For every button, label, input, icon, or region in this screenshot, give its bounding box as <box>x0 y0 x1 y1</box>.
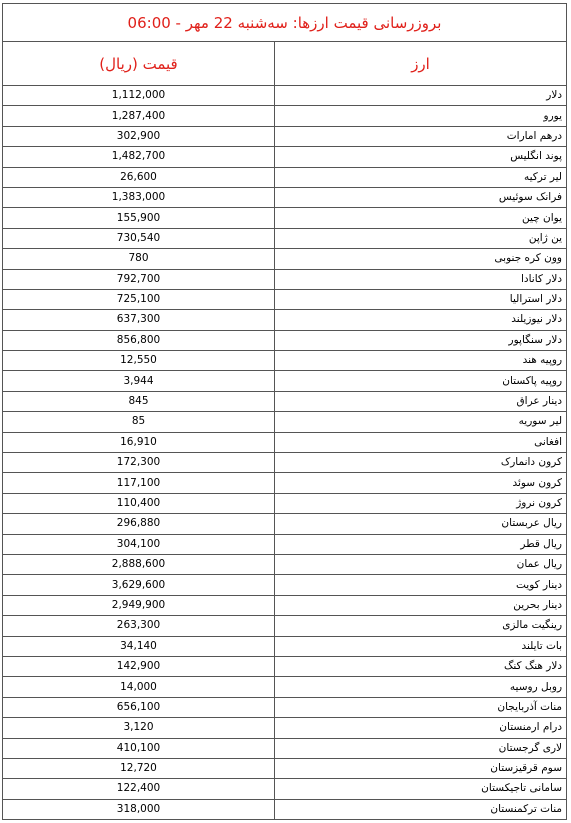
currency-price: 1,383,000 <box>3 187 275 207</box>
table-row <box>3 289 567 309</box>
currency-price: 1,287,400 <box>3 106 275 126</box>
table-row <box>3 554 567 574</box>
currency-price: 12,550 <box>3 351 275 371</box>
table-row <box>3 330 567 350</box>
currency-price: 410,100 <box>3 738 275 758</box>
currency-price: 845 <box>3 391 275 411</box>
currency-price: 318,000 <box>3 799 275 819</box>
table-row <box>3 126 567 146</box>
currency-name: لیر سوریه <box>275 412 567 432</box>
table-row <box>3 187 567 207</box>
currency-price: 263,300 <box>3 616 275 636</box>
currency-name: افغانی <box>275 432 567 452</box>
table-row <box>3 208 567 228</box>
table-row <box>3 799 567 819</box>
currency-name: دینار بحرین <box>275 595 567 615</box>
currency-name: منات آذربایجان <box>275 697 567 717</box>
table-row <box>3 86 567 106</box>
table-row <box>3 758 567 778</box>
table-row <box>3 636 567 656</box>
table-row <box>3 147 567 167</box>
header-currency: ارز <box>275 42 567 86</box>
currency-name: پوند انگلیس <box>275 147 567 167</box>
currency-price: 3,120 <box>3 718 275 738</box>
currency-price: 725,100 <box>3 289 275 309</box>
currency-price: 117,100 <box>3 473 275 493</box>
currency-price: 172,300 <box>3 453 275 473</box>
currency-name: رینگیت مالزی <box>275 616 567 636</box>
currency-price: 637,300 <box>3 310 275 330</box>
table-row <box>3 616 567 636</box>
table-body <box>3 86 567 820</box>
currency-name: دلار <box>275 86 567 106</box>
header-row <box>3 42 567 86</box>
currency-name: یورو <box>275 106 567 126</box>
table-row <box>3 310 567 330</box>
currency-price: 2,949,900 <box>3 595 275 615</box>
currency-price: 12,720 <box>3 758 275 778</box>
currency-name: سوم قرقیزستان <box>275 758 567 778</box>
table-row <box>3 453 567 473</box>
currency-name: دینار کویت <box>275 575 567 595</box>
currency-price: 296,880 <box>3 514 275 534</box>
table-row <box>3 351 567 371</box>
table-row <box>3 656 567 676</box>
currency-name: لاری گرجستان <box>275 738 567 758</box>
table-row <box>3 228 567 248</box>
currency-price: 26,600 <box>3 167 275 187</box>
currency-name: دلار نیوزیلند <box>275 310 567 330</box>
currency-price: 122,400 <box>3 779 275 799</box>
currency-name: سامانی تاجیکستان <box>275 779 567 799</box>
currency-name: ریال قطر <box>275 534 567 554</box>
table-row <box>3 106 567 126</box>
table-row <box>3 718 567 738</box>
currency-price: 730,540 <box>3 228 275 248</box>
currency-price: 856,800 <box>3 330 275 350</box>
currency-price-table-container <box>2 3 567 820</box>
currency-name: فرانک سوئیس <box>275 187 567 207</box>
currency-name: ریال عربستان <box>275 514 567 534</box>
currency-name: روپیه پاکستان <box>275 371 567 391</box>
currency-price: 302,900 <box>3 126 275 146</box>
table-row <box>3 391 567 411</box>
currency-price: 2,888,600 <box>3 554 275 574</box>
title-row <box>3 4 567 42</box>
currency-price-table <box>2 3 567 820</box>
table-row <box>3 738 567 758</box>
currency-name: روبل روسیه <box>275 677 567 697</box>
table-row <box>3 493 567 513</box>
currency-name: ین ژاپن <box>275 228 567 248</box>
currency-name: کرون نروژ <box>275 493 567 513</box>
currency-price: 155,900 <box>3 208 275 228</box>
table-row <box>3 432 567 452</box>
currency-name: منات ترکمنستان <box>275 799 567 819</box>
currency-price: 14,000 <box>3 677 275 697</box>
currency-name: لیر ترکیه <box>275 167 567 187</box>
table-row <box>3 249 567 269</box>
currency-price: 656,100 <box>3 697 275 717</box>
currency-price: 780 <box>3 249 275 269</box>
currency-name: درهم امارات <box>275 126 567 146</box>
currency-price: 3,944 <box>3 371 275 391</box>
currency-name: ریال عمان <box>275 554 567 574</box>
currency-price: 142,900 <box>3 656 275 676</box>
currency-price: 16,910 <box>3 432 275 452</box>
currency-price: 85 <box>3 412 275 432</box>
currency-price: 304,100 <box>3 534 275 554</box>
table-row <box>3 167 567 187</box>
table-row <box>3 514 567 534</box>
table-row <box>3 677 567 697</box>
currency-name: دلار سنگاپور <box>275 330 567 350</box>
currency-name: دلار کانادا <box>275 269 567 289</box>
table-row <box>3 575 567 595</box>
currency-name: دلار استرالیا <box>275 289 567 309</box>
currency-name: کرون دانمارک <box>275 453 567 473</box>
header-price: قیمت (ریال) <box>3 42 275 86</box>
currency-name: وون کره جنوبی <box>275 249 567 269</box>
table-row <box>3 697 567 717</box>
table-row <box>3 779 567 799</box>
currency-price: 110,400 <box>3 493 275 513</box>
currency-name: درام ارمنستان <box>275 718 567 738</box>
currency-name: یوان چین <box>275 208 567 228</box>
currency-price: 3,629,600 <box>3 575 275 595</box>
table-row <box>3 595 567 615</box>
table-row <box>3 269 567 289</box>
table-row <box>3 534 567 554</box>
table-row <box>3 412 567 432</box>
currency-name: دلار هنگ کنگ <box>275 656 567 676</box>
currency-name: روپیه هند <box>275 351 567 371</box>
currency-price: 34,140 <box>3 636 275 656</box>
table-title: بروزرسانی قیمت ارزها: سه‌شنبه 22 مهر - 06:00 <box>3 4 567 42</box>
table-row <box>3 473 567 493</box>
currency-name: دینار عراق <box>275 391 567 411</box>
currency-price: 1,482,700 <box>3 147 275 167</box>
currency-name: کرون سوئد <box>275 473 567 493</box>
currency-name: بات تایلند <box>275 636 567 656</box>
table-row <box>3 371 567 391</box>
currency-price: 792,700 <box>3 269 275 289</box>
currency-price: 1,112,000 <box>3 86 275 106</box>
